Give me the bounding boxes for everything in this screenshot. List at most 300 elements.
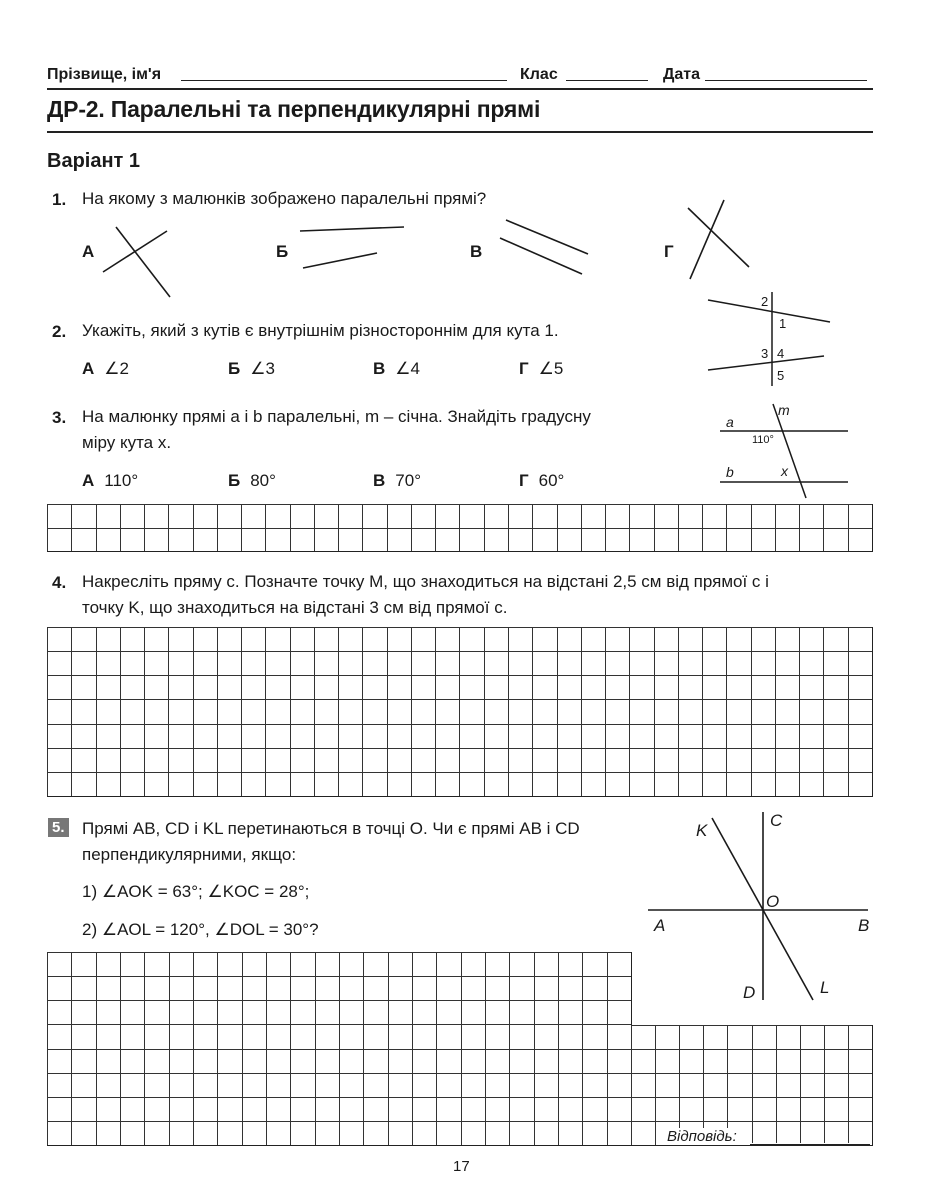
grid-cell[interactable]	[71, 1049, 95, 1073]
grid-cell[interactable]	[605, 675, 629, 699]
grid-cell[interactable]	[800, 1025, 824, 1049]
grid-cell[interactable]	[752, 1025, 776, 1049]
grid-cell[interactable]	[581, 748, 605, 772]
grid-cell[interactable]	[362, 627, 386, 651]
grid-cell[interactable]	[629, 675, 653, 699]
grid-cell[interactable]	[193, 504, 217, 528]
grid-cell[interactable]	[799, 675, 823, 699]
grid-cell[interactable]	[168, 772, 192, 796]
grid-cell[interactable]	[726, 504, 750, 528]
grid-cell[interactable]	[96, 699, 120, 723]
grid-cell[interactable]	[726, 651, 750, 675]
grid-cell[interactable]	[411, 528, 435, 552]
grid-cell[interactable]	[752, 1097, 776, 1121]
grid-cell[interactable]	[265, 699, 289, 723]
grid-cell[interactable]	[411, 699, 435, 723]
grid-cell[interactable]	[71, 1097, 95, 1121]
grid-cell[interactable]	[848, 1049, 872, 1073]
grid-cell[interactable]	[96, 952, 120, 976]
grid-cell[interactable]	[678, 772, 702, 796]
grid-cell[interactable]	[217, 504, 241, 528]
grid-cell[interactable]	[290, 504, 314, 528]
grid-cell[interactable]	[436, 1073, 460, 1097]
grid-cell[interactable]	[461, 1121, 485, 1145]
grid-cell[interactable]	[217, 748, 241, 772]
grid-cell[interactable]	[485, 952, 509, 976]
grid-cell[interactable]	[654, 699, 678, 723]
grid-cell[interactable]	[315, 952, 339, 976]
grid-cell[interactable]	[751, 772, 775, 796]
q3-option-a[interactable]	[82, 471, 138, 491]
grid-cell[interactable]	[776, 1049, 800, 1073]
grid-cell[interactable]	[461, 1097, 485, 1121]
grid-cell[interactable]	[678, 627, 702, 651]
grid-cell[interactable]	[823, 772, 847, 796]
grid-cell[interactable]	[193, 952, 217, 976]
grid-cell[interactable]	[144, 1049, 168, 1073]
grid-cell[interactable]	[314, 528, 338, 552]
grid-cell[interactable]	[631, 1049, 655, 1073]
grid-cell[interactable]	[509, 1000, 533, 1024]
grid-cell[interactable]	[485, 1024, 509, 1048]
grid-cell[interactable]	[47, 1073, 71, 1097]
grid-cell[interactable]	[144, 651, 168, 675]
grid-cell[interactable]	[823, 504, 847, 528]
grid-cell[interactable]	[266, 1024, 290, 1048]
grid-cell[interactable]	[47, 748, 71, 772]
grid-cell[interactable]	[459, 651, 483, 675]
grid-cell[interactable]	[654, 675, 678, 699]
grid-cell[interactable]	[411, 724, 435, 748]
grid-cell[interactable]	[534, 1049, 558, 1073]
grid-cell[interactable]	[532, 504, 556, 528]
grid-cell[interactable]	[509, 1049, 533, 1073]
grid-cell[interactable]	[557, 651, 581, 675]
grid-cell[interactable]	[607, 1073, 631, 1097]
grid-cell[interactable]	[629, 748, 653, 772]
grid-cell[interactable]	[751, 504, 775, 528]
grid-cell[interactable]	[193, 1000, 217, 1024]
grid-cell[interactable]	[558, 1049, 582, 1073]
answer-grid-q5-left[interactable]	[47, 952, 632, 1146]
grid-cell[interactable]	[71, 1121, 95, 1145]
grid-cell[interactable]	[605, 699, 629, 723]
grid-cell[interactable]	[388, 1024, 412, 1048]
grid-cell[interactable]	[339, 1073, 363, 1097]
grid-cell[interactable]	[144, 772, 168, 796]
grid-cell[interactable]	[363, 1024, 387, 1048]
grid-cell[interactable]	[459, 772, 483, 796]
grid-cell[interactable]	[71, 724, 95, 748]
grid-cell[interactable]	[241, 699, 265, 723]
grid-cell[interactable]	[848, 772, 872, 796]
grid-cell[interactable]	[459, 627, 483, 651]
grid-cell[interactable]	[534, 1000, 558, 1024]
grid-cell[interactable]	[654, 528, 678, 552]
grid-cell[interactable]	[315, 1024, 339, 1048]
grid-cell[interactable]	[702, 772, 726, 796]
grid-cell[interactable]	[605, 748, 629, 772]
grid-cell[interactable]	[702, 724, 726, 748]
q3-option-b[interactable]	[228, 471, 276, 491]
grid-cell[interactable]	[193, 976, 217, 1000]
grid-cell[interactable]	[120, 772, 144, 796]
grid-cell[interactable]	[363, 1049, 387, 1073]
grid-cell[interactable]	[96, 651, 120, 675]
grid-cell[interactable]	[799, 699, 823, 723]
grid-cell[interactable]	[823, 528, 847, 552]
grid-cell[interactable]	[412, 1097, 436, 1121]
grid-cell[interactable]	[387, 675, 411, 699]
grid-cell[interactable]	[266, 976, 290, 1000]
grid-cell[interactable]	[508, 504, 532, 528]
grid-cell[interactable]	[242, 1097, 266, 1121]
grid-cell[interactable]	[800, 1049, 824, 1073]
grid-cell[interactable]	[461, 976, 485, 1000]
grid-cell[interactable]	[315, 1121, 339, 1145]
grid-cell[interactable]	[799, 627, 823, 651]
grid-cell[interactable]	[168, 748, 192, 772]
grid-cell[interactable]	[558, 1024, 582, 1048]
grid-cell[interactable]	[338, 528, 362, 552]
grid-cell[interactable]	[265, 772, 289, 796]
grid-cell[interactable]	[169, 1000, 193, 1024]
grid-cell[interactable]	[339, 1049, 363, 1073]
grid-cell[interactable]	[508, 651, 532, 675]
q2-option-a[interactable]	[82, 359, 129, 379]
answer-grid-q3[interactable]	[47, 504, 873, 552]
grid-cell[interactable]	[605, 627, 629, 651]
grid-cell[interactable]	[363, 1097, 387, 1121]
grid-cell[interactable]	[558, 1073, 582, 1097]
grid-cell[interactable]	[582, 1073, 606, 1097]
grid-cell[interactable]	[387, 627, 411, 651]
grid-cell[interactable]	[484, 627, 508, 651]
grid-cell[interactable]	[776, 1097, 800, 1121]
grid-cell[interactable]	[290, 528, 314, 552]
grid-cell[interactable]	[144, 675, 168, 699]
grid-cell[interactable]	[144, 1121, 168, 1145]
grid-cell[interactable]	[411, 675, 435, 699]
q1-option-b[interactable]: Б	[276, 242, 289, 261]
grid-cell[interactable]	[193, 528, 217, 552]
grid-cell[interactable]	[47, 1121, 71, 1145]
grid-cell[interactable]	[290, 1024, 314, 1048]
grid-cell[interactable]	[363, 1121, 387, 1145]
grid-cell[interactable]	[241, 724, 265, 748]
grid-cell[interactable]	[338, 699, 362, 723]
grid-cell[interactable]	[47, 651, 71, 675]
grid-cell[interactable]	[607, 1097, 631, 1121]
answer-grid-q4[interactable]	[47, 627, 873, 797]
grid-cell[interactable]	[120, 627, 144, 651]
grid-cell[interactable]	[314, 748, 338, 772]
grid-cell[interactable]	[242, 1073, 266, 1097]
grid-cell[interactable]	[607, 1121, 631, 1145]
grid-cell[interactable]	[120, 1024, 144, 1048]
grid-cell[interactable]	[557, 772, 581, 796]
grid-cell[interactable]	[799, 528, 823, 552]
grid-cell[interactable]	[217, 976, 241, 1000]
grid-cell[interactable]	[461, 1049, 485, 1073]
grid-cell[interactable]	[703, 1073, 727, 1097]
grid-cell[interactable]	[848, 1073, 872, 1097]
grid-cell[interactable]	[362, 724, 386, 748]
grid-cell[interactable]	[655, 1097, 679, 1121]
q3-option-v[interactable]	[373, 471, 421, 491]
grid-cell[interactable]	[484, 528, 508, 552]
grid-cell[interactable]	[508, 675, 532, 699]
grid-cell[interactable]	[242, 1000, 266, 1024]
q1-option-v[interactable]: В	[470, 242, 483, 261]
grid-cell[interactable]	[459, 699, 483, 723]
grid-cell[interactable]	[96, 1049, 120, 1073]
grid-cell[interactable]	[388, 952, 412, 976]
grid-cell[interactable]	[727, 1049, 751, 1073]
grid-cell[interactable]	[71, 528, 95, 552]
grid-cell[interactable]	[412, 1073, 436, 1097]
grid-cell[interactable]	[388, 1049, 412, 1073]
grid-cell[interactable]	[557, 748, 581, 772]
grid-cell[interactable]	[726, 528, 750, 552]
grid-cell[interactable]	[752, 1121, 776, 1145]
grid-cell[interactable]	[314, 627, 338, 651]
grid-cell[interactable]	[388, 1121, 412, 1145]
grid-cell[interactable]	[823, 627, 847, 651]
grid-cell[interactable]	[193, 748, 217, 772]
grid-cell[interactable]	[485, 1049, 509, 1073]
grid-cell[interactable]	[96, 1000, 120, 1024]
grid-cell[interactable]	[217, 1000, 241, 1024]
grid-cell[interactable]	[607, 1049, 631, 1073]
grid-cell[interactable]	[654, 504, 678, 528]
grid-cell[interactable]	[169, 952, 193, 976]
grid-cell[interactable]	[702, 627, 726, 651]
grid-cell[interactable]	[581, 724, 605, 748]
grid-cell[interactable]	[461, 1024, 485, 1048]
grid-cell[interactable]	[144, 952, 168, 976]
grid-cell[interactable]	[631, 1025, 655, 1049]
grid-cell[interactable]	[412, 1049, 436, 1073]
grid-cell[interactable]	[241, 748, 265, 772]
grid-cell[interactable]	[823, 748, 847, 772]
q1-option-g[interactable]: Г	[664, 242, 674, 261]
grid-cell[interactable]	[775, 699, 799, 723]
grid-cell[interactable]	[71, 1024, 95, 1048]
grid-cell[interactable]	[338, 627, 362, 651]
grid-cell[interactable]	[557, 699, 581, 723]
grid-cell[interactable]	[71, 976, 95, 1000]
grid-cell[interactable]	[387, 699, 411, 723]
grid-cell[interactable]	[96, 1097, 120, 1121]
grid-cell[interactable]	[47, 1049, 71, 1073]
grid-cell[interactable]	[290, 1049, 314, 1073]
grid-cell[interactable]	[509, 1097, 533, 1121]
grid-cell[interactable]	[848, 748, 872, 772]
grid-cell[interactable]	[47, 699, 71, 723]
grid-cell[interactable]	[558, 976, 582, 1000]
grid-cell[interactable]	[534, 1073, 558, 1097]
q3-option-g[interactable]	[519, 471, 564, 491]
grid-cell[interactable]	[144, 627, 168, 651]
grid-cell[interactable]	[193, 1024, 217, 1048]
grid-cell[interactable]	[217, 1121, 241, 1145]
grid-cell[interactable]	[411, 651, 435, 675]
grid-cell[interactable]	[387, 528, 411, 552]
grid-cell[interactable]	[144, 504, 168, 528]
grid-cell[interactable]	[824, 1025, 848, 1049]
grid-cell[interactable]	[96, 675, 120, 699]
grid-cell[interactable]	[266, 1049, 290, 1073]
grid-cell[interactable]	[217, 1073, 241, 1097]
grid-cell[interactable]	[120, 1121, 144, 1145]
grid-cell[interactable]	[532, 651, 556, 675]
grid-cell[interactable]	[290, 675, 314, 699]
grid-cell[interactable]	[775, 675, 799, 699]
grid-cell[interactable]	[558, 1121, 582, 1145]
grid-cell[interactable]	[47, 724, 71, 748]
grid-cell[interactable]	[509, 1121, 533, 1145]
grid-cell[interactable]	[241, 651, 265, 675]
grid-cell[interactable]	[193, 772, 217, 796]
grid-cell[interactable]	[412, 1121, 436, 1145]
grid-cell[interactable]	[47, 504, 71, 528]
grid-cell[interactable]	[144, 528, 168, 552]
grid-cell[interactable]	[557, 627, 581, 651]
grid-cell[interactable]	[120, 1000, 144, 1024]
grid-cell[interactable]	[848, 724, 872, 748]
q2-option-b[interactable]	[228, 359, 275, 379]
grid-cell[interactable]	[363, 1073, 387, 1097]
grid-cell[interactable]	[412, 976, 436, 1000]
grid-cell[interactable]	[848, 528, 872, 552]
grid-cell[interactable]	[290, 1121, 314, 1145]
grid-cell[interactable]	[631, 1121, 655, 1145]
grid-cell[interactable]	[679, 1097, 703, 1121]
grid-cell[interactable]	[557, 528, 581, 552]
grid-cell[interactable]	[799, 772, 823, 796]
grid-cell[interactable]	[217, 1097, 241, 1121]
grid-cell[interactable]	[265, 627, 289, 651]
grid-cell[interactable]	[71, 1000, 95, 1024]
grid-cell[interactable]	[242, 1121, 266, 1145]
grid-cell[interactable]	[436, 1000, 460, 1024]
grid-cell[interactable]	[47, 1097, 71, 1121]
grid-cell[interactable]	[727, 1073, 751, 1097]
grid-cell[interactable]	[654, 772, 678, 796]
grid-cell[interactable]	[120, 675, 144, 699]
grid-cell[interactable]	[96, 748, 120, 772]
grid-cell[interactable]	[144, 1024, 168, 1048]
grid-cell[interactable]	[534, 1024, 558, 1048]
grid-cell[interactable]	[629, 504, 653, 528]
grid-cell[interactable]	[265, 528, 289, 552]
grid-cell[interactable]	[71, 651, 95, 675]
grid-cell[interactable]	[436, 976, 460, 1000]
grid-cell[interactable]	[485, 976, 509, 1000]
grid-cell[interactable]	[629, 528, 653, 552]
grid-cell[interactable]	[751, 724, 775, 748]
grid-cell[interactable]	[47, 1024, 71, 1048]
grid-cell[interactable]	[168, 651, 192, 675]
grid-cell[interactable]	[629, 724, 653, 748]
grid-cell[interactable]	[71, 504, 95, 528]
grid-cell[interactable]	[290, 627, 314, 651]
grid-cell[interactable]	[654, 651, 678, 675]
grid-cell[interactable]	[71, 1073, 95, 1097]
grid-cell[interactable]	[71, 675, 95, 699]
grid-cell[interactable]	[144, 724, 168, 748]
grid-cell[interactable]	[144, 748, 168, 772]
grid-cell[interactable]	[241, 504, 265, 528]
grid-cell[interactable]	[144, 699, 168, 723]
grid-cell[interactable]	[848, 651, 872, 675]
grid-cell[interactable]	[607, 1000, 631, 1024]
grid-cell[interactable]	[629, 772, 653, 796]
grid-cell[interactable]	[557, 504, 581, 528]
grid-cell[interactable]	[703, 1025, 727, 1049]
grid-cell[interactable]	[702, 651, 726, 675]
grid-cell[interactable]	[120, 504, 144, 528]
grid-cell[interactable]	[47, 528, 71, 552]
grid-cell[interactable]	[266, 1000, 290, 1024]
grid-cell[interactable]	[582, 1097, 606, 1121]
grid-cell[interactable]	[411, 504, 435, 528]
grid-cell[interactable]	[314, 651, 338, 675]
grid-cell[interactable]	[242, 976, 266, 1000]
grid-cell[interactable]	[217, 627, 241, 651]
grid-cell[interactable]	[678, 528, 702, 552]
grid-cell[interactable]	[265, 504, 289, 528]
grid-cell[interactable]	[411, 627, 435, 651]
grid-cell[interactable]	[265, 651, 289, 675]
grid-cell[interactable]	[217, 724, 241, 748]
grid-cell[interactable]	[242, 952, 266, 976]
grid-cell[interactable]	[702, 528, 726, 552]
grid-cell[interactable]	[339, 976, 363, 1000]
grid-cell[interactable]	[534, 952, 558, 976]
grid-cell[interactable]	[607, 976, 631, 1000]
grid-cell[interactable]	[363, 952, 387, 976]
grid-cell[interactable]	[726, 772, 750, 796]
grid-cell[interactable]	[631, 1097, 655, 1121]
grid-cell[interactable]	[558, 1000, 582, 1024]
grid-cell[interactable]	[607, 1024, 631, 1048]
grid-cell[interactable]	[629, 699, 653, 723]
grid-cell[interactable]	[96, 772, 120, 796]
grid-cell[interactable]	[315, 976, 339, 1000]
grid-cell[interactable]	[362, 772, 386, 796]
grid-cell[interactable]	[193, 1049, 217, 1073]
grid-cell[interactable]	[47, 976, 71, 1000]
grid-cell[interactable]	[727, 1097, 751, 1121]
grid-cell[interactable]	[290, 1097, 314, 1121]
grid-cell[interactable]	[485, 1097, 509, 1121]
grid-cell[interactable]	[193, 675, 217, 699]
grid-cell[interactable]	[799, 748, 823, 772]
grid-cell[interactable]	[848, 1025, 872, 1049]
grid-cell[interactable]	[726, 724, 750, 748]
grid-cell[interactable]	[775, 724, 799, 748]
grid-cell[interactable]	[290, 748, 314, 772]
grid-cell[interactable]	[459, 748, 483, 772]
grid-cell[interactable]	[315, 1000, 339, 1024]
grid-cell[interactable]	[169, 1121, 193, 1145]
grid-cell[interactable]	[655, 1025, 679, 1049]
grid-cell[interactable]	[290, 952, 314, 976]
answer-field[interactable]	[750, 1143, 870, 1145]
grid-cell[interactable]	[581, 651, 605, 675]
